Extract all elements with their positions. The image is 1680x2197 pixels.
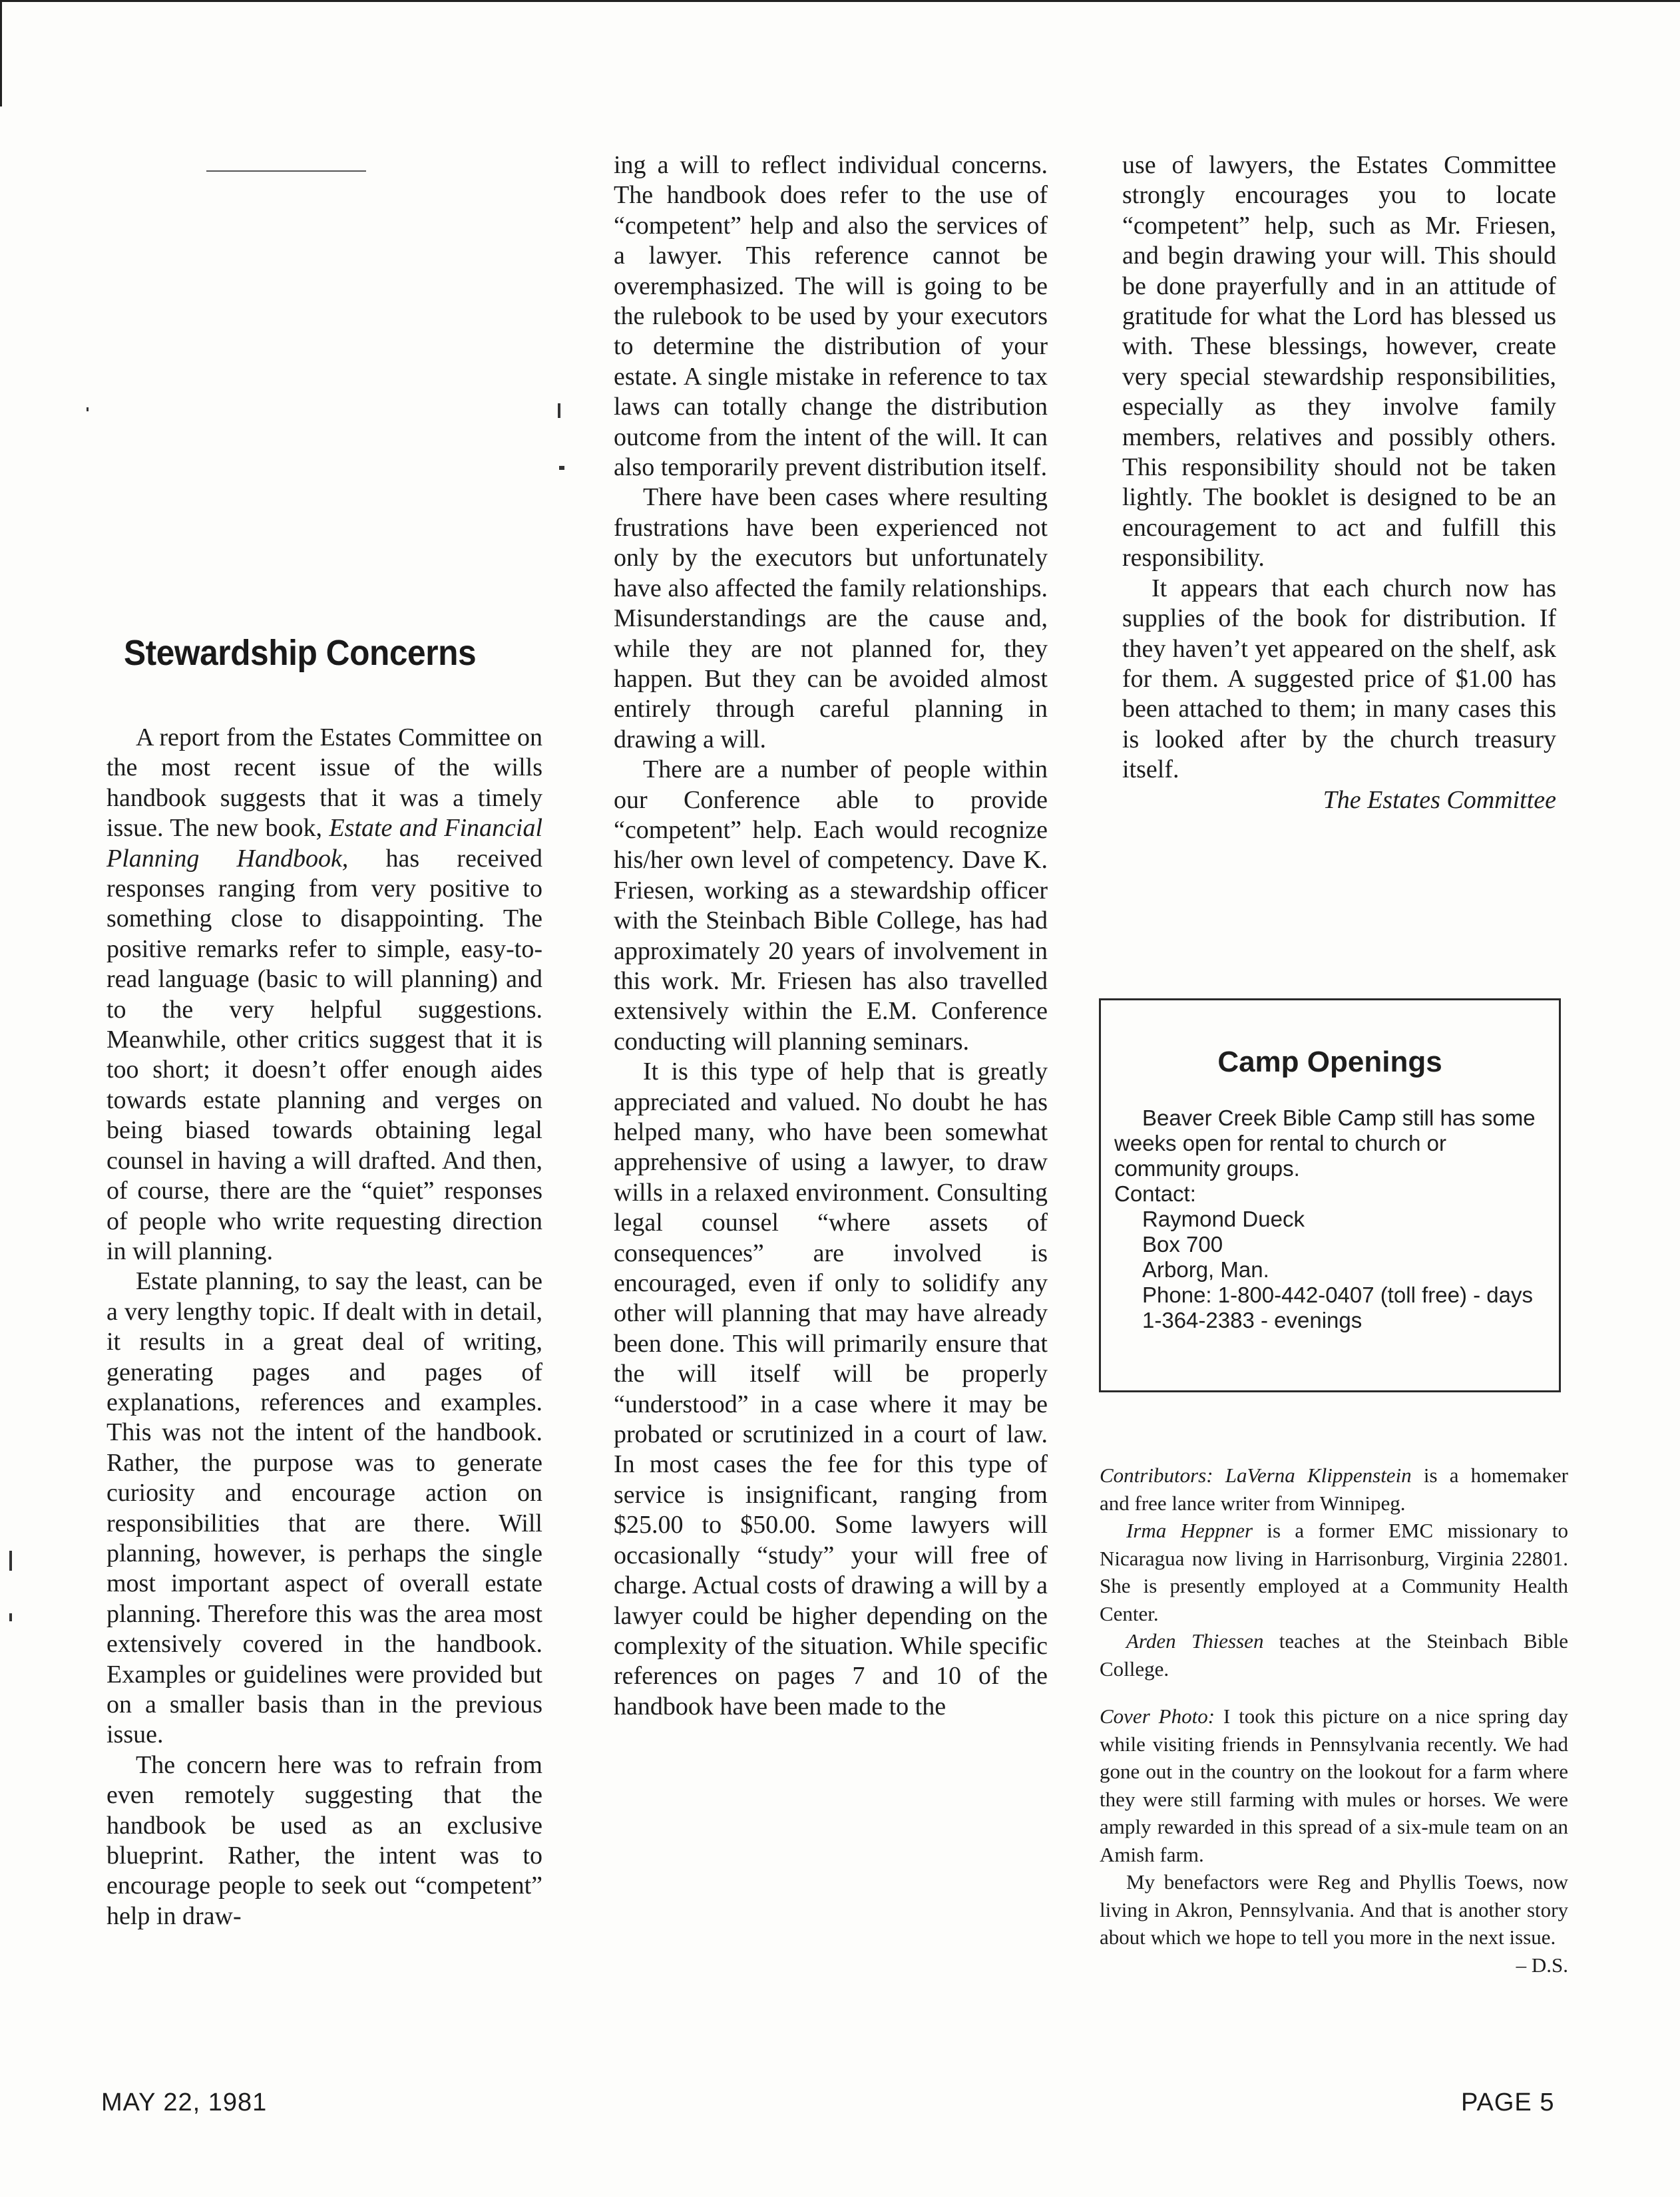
article-headline: Stewardship Concerns <box>124 633 477 673</box>
article-column-2 <box>614 150 1048 1722</box>
camp-description: Beaver Creek Bible Camp still has some weeks open for rental to church or community groups. <box>1114 1105 1536 1181</box>
footer-page-number: PAGE 5 <box>1461 2089 1555 2116</box>
article-paragraph: ing a will to reflect individual concerns. The handbook does refer to the use of “competent” help and also the services of a lawyer. This reference cannot be overemphasized. The will is going to be the rulebook to be used by your executors to determine the distribution of your estate. A single mistake in reference to tax laws can totally change the distribution outcome from the intent of the will. It can also temporarily prevent distribution itself. <box>614 151 1048 482</box>
contributor-entry: Contributors: LaVerna Klippenstein is a homemaker and free lance writer from Winnipeg. <box>1100 1464 1569 1515</box>
article-column-3 <box>1122 150 1556 815</box>
article-paragraph: It appears that each church now has supplies of the book for distribution. If they haven’t yet appeared on the shelf, ask for them. A suggested price of $1.00 has been attached to them; in many cases this is looked after by the church treasury itself. <box>1122 574 1556 784</box>
article-paragraph: The concern here was to refrain from even remotely suggesting that the handbook be used as an exclusive blueprint. Rather, the intent was to encourage people to seek out “competent” help in draw- <box>106 1750 542 1930</box>
footer-date: MAY 22, 1981 <box>101 2089 268 2116</box>
cover-signature: – D.S. <box>1516 1953 1568 1977</box>
top-border-rule <box>0 0 1680 2</box>
camp-contact-box: Box 700 <box>1142 1232 1223 1257</box>
article-paragraph: There are a number of people within our Conference able to provide “competent” help. Each would recognize his/her own level of competency. Dave K. Friesen, working as a stewardship officer with the Steinbach Bible College, has had approximately 20 years of involvement in this work. Mr. Friesen has also travelled extensively within the E.M. Conference conducting will planning seminars. <box>614 755 1048 1056</box>
camp-contact-name: Raymond Dueck <box>1142 1207 1305 1231</box>
camp-contact-town: Arborg, Man. <box>1142 1257 1269 1282</box>
book-title: Estate and Financial Planning Handbook, <box>106 814 543 873</box>
contributor-entry: Irma Heppner is a former EMC missionary to Nicaragua now living in Harrisonburg, Virginia 22801. She is presently employed at a Community Health Center. <box>1100 1519 1569 1625</box>
contributors-section <box>1100 1462 1568 1979</box>
article-paragraph: It is this type of help that is greatly appreciated and valued. No doubt he has helped many, who have been somewhat apprehensive of using a lawyer, to draw wills in a relaxed environment. Consulting legal counsel “where assets of consequences” are involved is encouraged, even if only to solidify any other will planning that may have already been done. This will primarily ensure that the will itself will be properly “understood” in a case where it may be probated or scrutinized in a court of law. In most cases the fee for this type of service is insignificant, ranging from $25.00 to $50.00. Some lawyers will occasionally “study” your will free of charge. Actual costs of drawing a will by a lawyer could be higher depending on the complexity of the situation. While specific references on pages 7 and 10 of the handbook have been made to the <box>614 1058 1048 1720</box>
article-paragraph: A report from the Estates Committee on the most recent issue of the wills handbook suggests that it was a timely issue. The new book, Estate and Financial Planning Handbook, has received responses ranging from very positive to something close to disappointing. The positive remarks refer to simple, easy-to-read language (basic to will planning) and to the very helpful suggestions. Meanwhile, other critics suggest that it is too short; it doesn’t offer enough aides towards estate planning and verges on being biased towards obtaining legal counsel in having a will drafted. And then, of course, there are the “quiet” responses of people who write requesting direction in will planning. <box>106 723 543 1265</box>
article-paragraph: Estate planning, to say the least, can be a very lengthy topic. If dealt with in detail, it results in a great deal of writing, generating pages and pages of explanations, references and examples. This was not the intent of the handbook. Rather, the purpose was to generate curiosity and encourage action on responsibilities that are there. Will planning, however, is perhaps the single most important aspect of overall estate planning. Therefore this was the area most extensively covered in the handbook. Examples or guidelines were provided but on a smaller basis than in the previous issue. <box>106 1267 542 1749</box>
camp-openings-box <box>1099 998 1561 1392</box>
camp-title: Camp Openings <box>1217 1046 1442 1078</box>
contributor-entry: Arden Thiessen teaches at the Steinbach Bible College. <box>1100 1629 1568 1681</box>
decorative-line <box>206 170 366 172</box>
camp-contact-label: Contact: <box>1114 1181 1196 1206</box>
camp-phone-days: Phone: 1-800-442-0407 (toll free) - days <box>1142 1283 1534 1307</box>
cover-photo-note: My benefactors were Reg and Phyllis Toews, now living in Akron, Pennsylvania. And that is another story about which we hope to tell you more in the next issue. <box>1100 1870 1568 1949</box>
cover-photo-note: Cover Photo: I took this picture on a nice spring day while visiting friends in Pennsylvania recently. We had gone out in the country on the lookout for a farm where they were still farming with mules or horses. We were amply rewarded in this spread of a six-mule team on an Amish farm. <box>1100 1704 1568 1866</box>
left-border-rule <box>0 0 2 106</box>
article-paragraph: There have been cases where resulting frustrations have been experienced not only by the executors but unfortunately have also affected the family relationships. Misunderstandings are the cause and, while they are not planned for, they happen. But they can be avoided almost entirely through careful planning in drawing a will. <box>614 483 1048 753</box>
article-signature: The Estates Committee <box>1323 785 1556 814</box>
camp-phone-evenings: 1-364-2383 - evenings <box>1142 1308 1363 1332</box>
article-paragraph: use of lawyers, the Estates Committee strongly encourages you to locate “competent” help, such as Mr. Friesen, and begin drawing your will. This should be done prayerfully and in an attitude of gratitude for what the Lord has blessed us with. These blessings, however, create very special stewardship responsibilities, especially as they involve family members, relatives and possibly others. This responsibility should not be taken lightly. The booklet is designed to be an encouragement to act and fulfill this responsibility. <box>1122 151 1556 572</box>
article-column-1 <box>106 723 542 1931</box>
camp-body <box>1114 1105 1547 1333</box>
